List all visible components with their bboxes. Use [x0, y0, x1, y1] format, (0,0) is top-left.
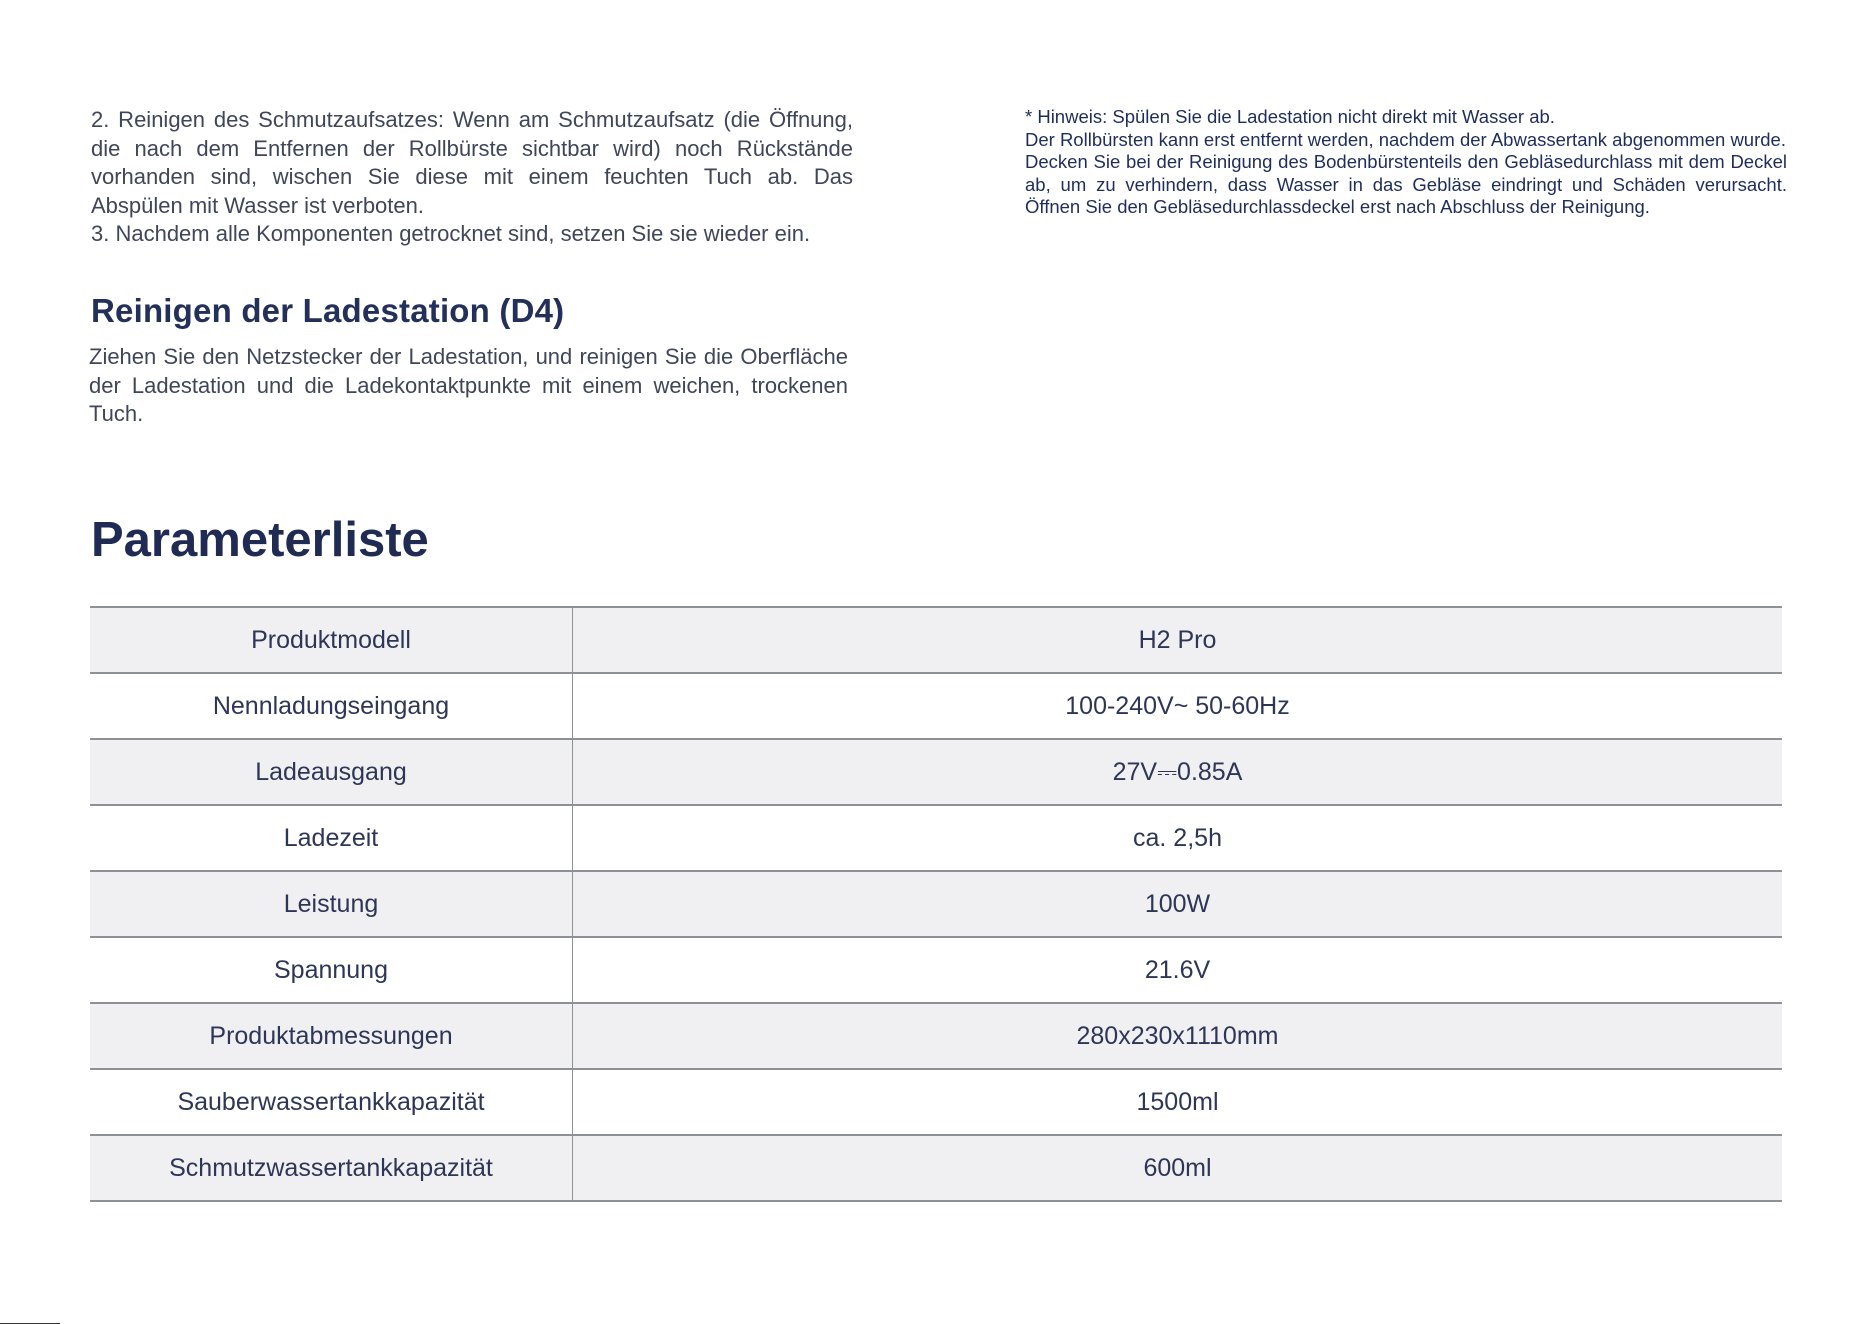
table-row	[90, 607, 1782, 673]
note-roller-brush: Der Rollbürsten kann erst entfernt werden, nachdem der Abwassertank abgenommen wurde.	[1025, 128, 1786, 150]
param-key: Ladezeit	[90, 805, 573, 871]
note-blower: Decken Sie bei der Reinigung des Bodenbürstenteils den Gebläsedurchlass mit dem Deckel ab, um zu verhindern, dass Wasser in das Gebläse eindringt und Schäden verursacht. Öffnen Sie den Gebläsedurchlassdeckel erst nach Abschluss der Reinigung.	[1025, 151, 1787, 217]
param-value: 280x230x1110mm	[573, 1003, 1783, 1069]
table-row	[90, 739, 1782, 805]
param-key: Nennladungseingang	[90, 673, 573, 739]
table-row	[90, 1003, 1782, 1069]
table-row	[90, 937, 1782, 1003]
param-value: 100W	[573, 871, 1783, 937]
param-value: 21.6V	[573, 937, 1783, 1003]
param-value: 600ml	[573, 1135, 1783, 1201]
param-value: 1500ml	[573, 1069, 1783, 1135]
table-row	[90, 1069, 1782, 1135]
notes-block	[1025, 106, 1787, 219]
table-row	[90, 673, 1782, 739]
instruction-step-2: 2. Reinigen des Schmutzaufsatzes: Wenn am Schmutzaufsatz (die Öffnung, die nach dem Entfernen der Rollbürste sichtbar wird) noch Rückstände vorhanden sind, wischen Sie diese mit einem feuchten Tuch ab. Das Abspülen mit Wasser ist verboten.	[91, 107, 853, 218]
parameter-list-heading: Parameterliste	[91, 513, 429, 567]
param-key: Produktabmessungen	[90, 1003, 573, 1069]
table-row	[90, 805, 1782, 871]
param-value: 27V⎓0.85A	[573, 739, 1783, 805]
left-column	[91, 106, 853, 249]
param-key: Schmutzwassertankkapazität	[90, 1135, 573, 1201]
param-key: Produktmodell	[90, 607, 573, 673]
charging-station-text: Ziehen Sie den Netzstecker der Ladestation, und reinigen Sie die Oberfläche der Ladestation und die Ladekontaktpunkte mit einem weichen, trockenen Tuch.	[89, 344, 848, 426]
cleaning-instructions	[91, 106, 853, 249]
param-key: Leistung	[90, 871, 573, 937]
note-water: * Hinweis: Spülen Sie die Ladestation nicht direkt mit Wasser ab.	[1025, 106, 1555, 127]
charging-station-heading: Reinigen der Ladestation (D4)	[91, 292, 565, 329]
notes-column	[1025, 106, 1787, 219]
table-row	[90, 1135, 1782, 1201]
param-value: ca. 2,5h	[573, 805, 1783, 871]
table-row	[90, 871, 1782, 937]
instruction-step-3: 3. Nachdem alle Komponenten getrocknet sind, setzen Sie sie wieder ein.	[91, 221, 811, 246]
param-value: 100-240V~ 50-60Hz	[573, 673, 1783, 739]
parameter-table	[90, 606, 1782, 1202]
param-value: H2 Pro	[573, 607, 1783, 673]
param-key: Sauberwassertankkapazität	[90, 1069, 573, 1135]
param-key: Ladeausgang	[90, 739, 573, 805]
param-key: Spannung	[90, 937, 573, 1003]
